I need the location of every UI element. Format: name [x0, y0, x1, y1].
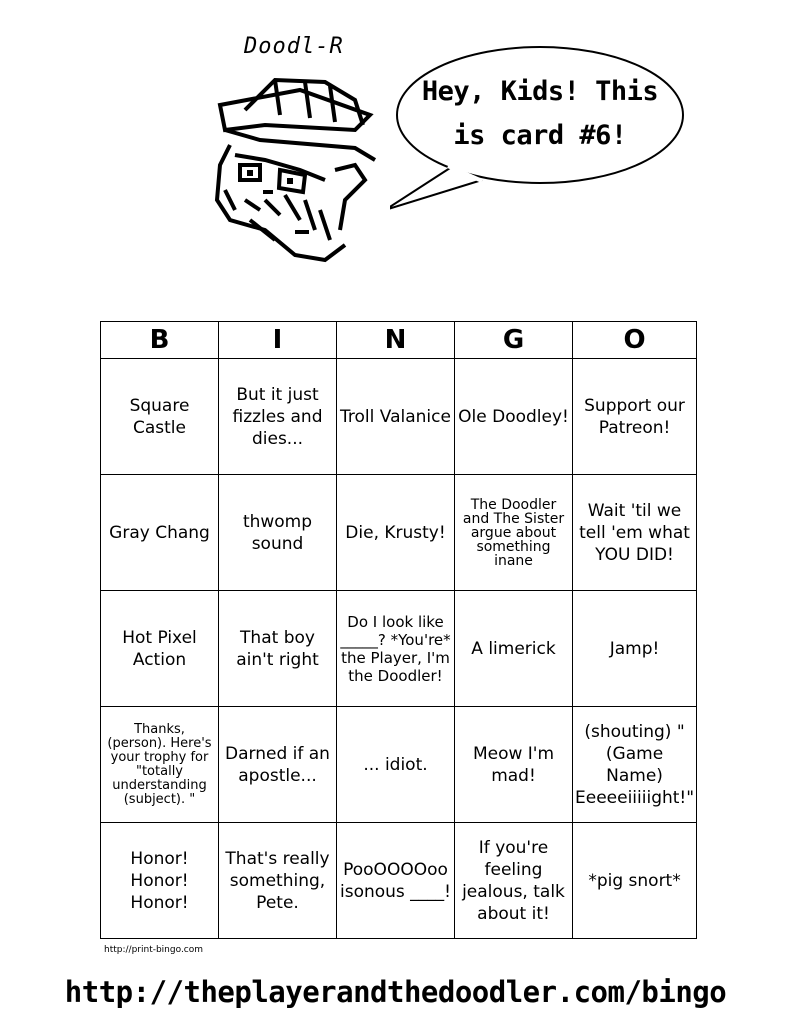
logo-text: Doodl-R — [244, 34, 344, 59]
bingo-cell: A limerick — [455, 591, 573, 707]
bingo-cell: Die, Krusty! — [337, 475, 455, 591]
column-header-n: N — [337, 322, 455, 359]
column-header-o: O — [573, 322, 697, 359]
bingo-cell: Wait 'til we tell 'em what YOU DID! — [573, 475, 697, 591]
bingo-cell: Ole Doodley! — [455, 359, 573, 475]
bingo-cell: Hot Pixel Action — [101, 591, 219, 707]
bingo-cell: Honor! Honor! Honor! — [101, 823, 219, 939]
bingo-row — [101, 475, 697, 591]
bingo-cell: thwomp sound — [219, 475, 337, 591]
column-header-b: B — [101, 322, 219, 359]
bingo-row — [101, 823, 697, 939]
bingo-cell: PooOOOOoo isonous ____! — [337, 823, 455, 939]
bingo-header-row — [101, 322, 697, 359]
bingo-row — [101, 707, 697, 823]
bingo-card — [100, 321, 697, 939]
bingo-cell: That's really something, Pete. — [219, 823, 337, 939]
header — [0, 0, 791, 300]
bingo-row — [101, 359, 697, 475]
bingo-cell: Darned if an apostle... — [219, 707, 337, 823]
bingo-cell: ... idiot. — [337, 707, 455, 823]
bingo-cell: Gray Chang — [101, 475, 219, 591]
bingo-cell: (shouting) "(Game Name) Eeeeeiiiiight!" — [573, 707, 697, 823]
bingo-cell: Meow I'm mad! — [455, 707, 573, 823]
bingo-cell: But it just fizzles and dies... — [219, 359, 337, 475]
bingo-cell: If you're feeling jealous, talk about it! — [455, 823, 573, 939]
speech-bubble-text: Hey, Kids! This is card #6! — [421, 76, 659, 151]
bingo-cell: The Doodler and The Sister argue about something inane — [455, 475, 573, 591]
bingo-cell: Support our Patreon! — [573, 359, 697, 475]
footer-url: http://theplayerandthedoodler.com/bingo — [64, 975, 727, 1009]
bingo-cell: Square Castle — [101, 359, 219, 475]
bingo-cell: That boy ain't right — [219, 591, 337, 707]
credit-text: http://print-bingo.com — [104, 945, 204, 955]
column-header-i: I — [219, 322, 337, 359]
bingo-cell: Jamp! — [573, 591, 697, 707]
bingo-cell: Troll Valanice — [337, 359, 455, 475]
bingo-row — [101, 591, 697, 707]
bingo-cell: Thanks, (person). Here's your trophy for "totally understanding (subject). " — [101, 707, 219, 823]
mascot-icon — [205, 70, 385, 280]
column-header-g: G — [455, 322, 573, 359]
bingo-cell: Do I look like _____? *You're* the Player, I'm the Doodler! — [337, 591, 455, 707]
bingo-cell: *pig snort* — [573, 823, 697, 939]
